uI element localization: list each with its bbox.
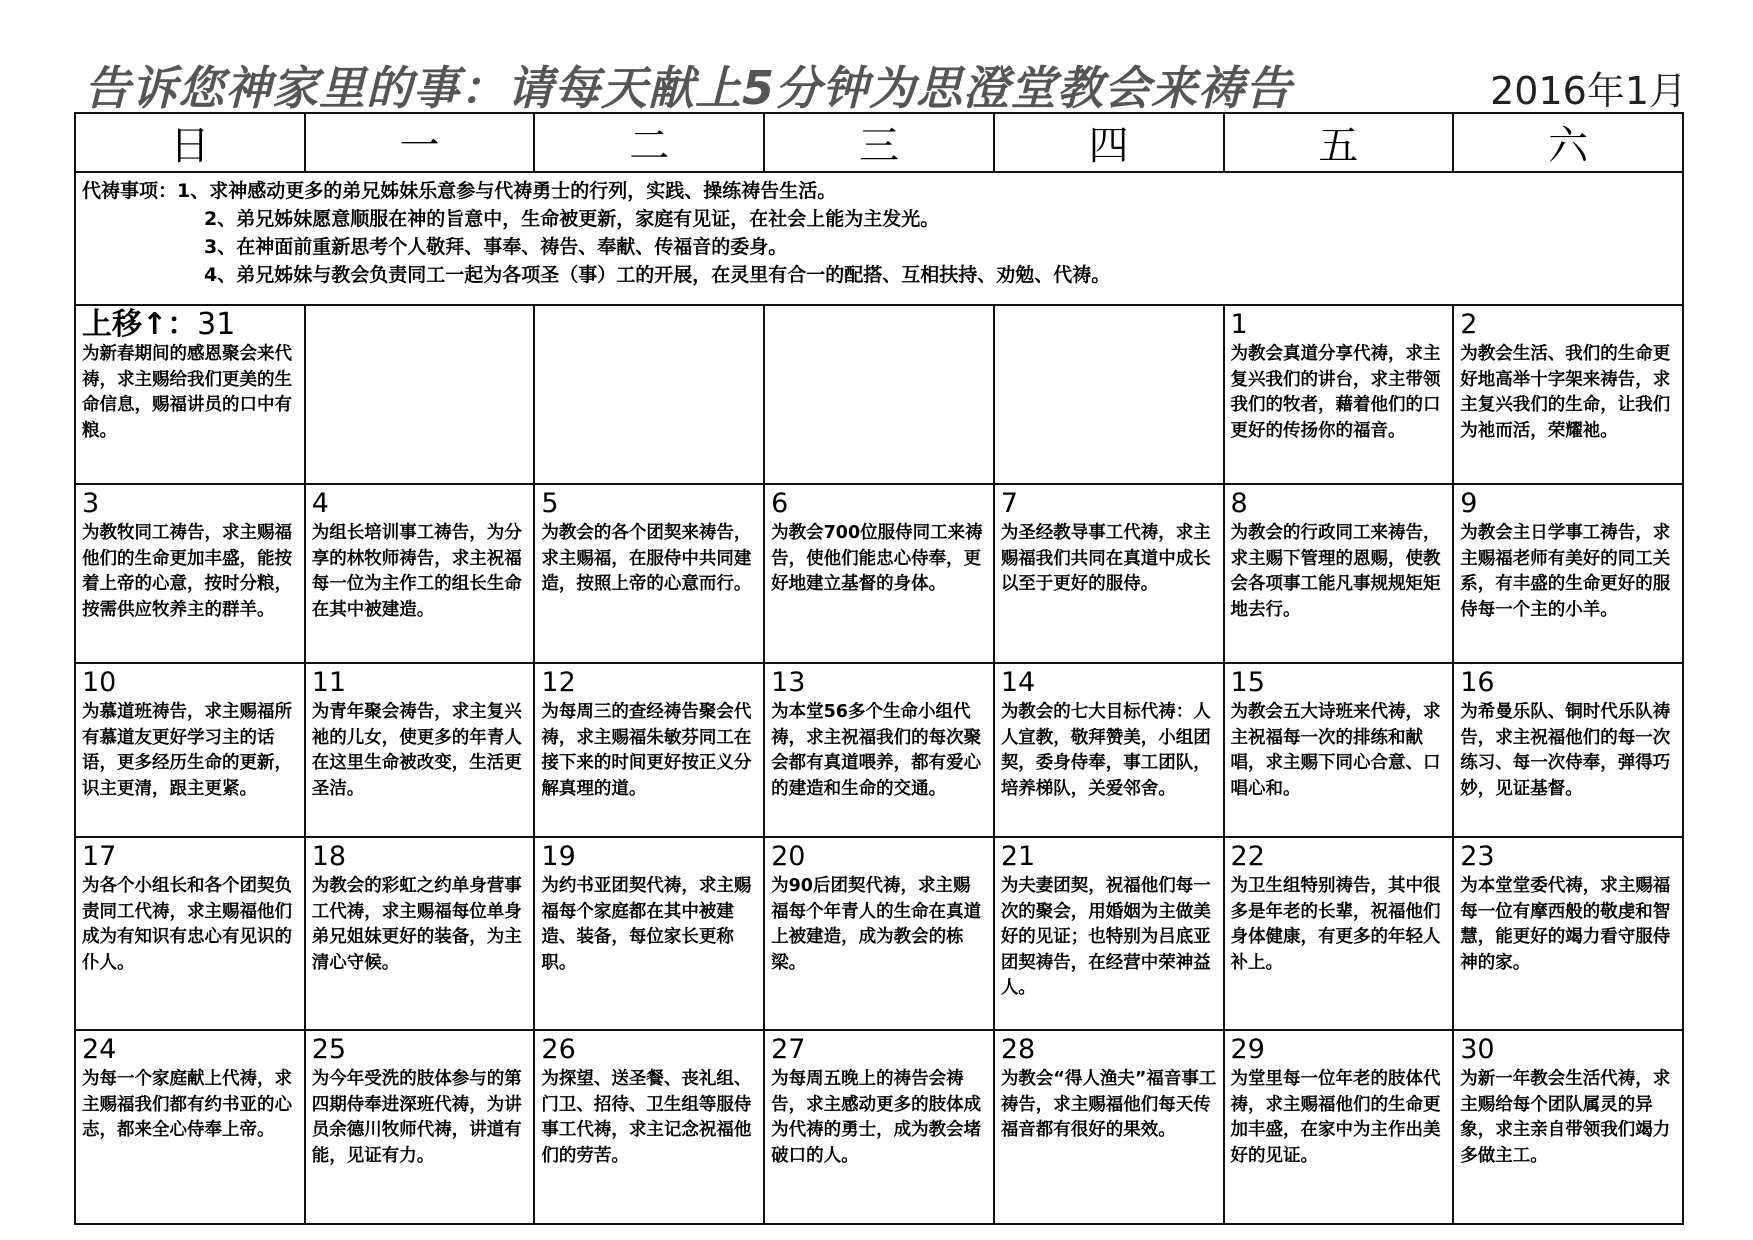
day-cell [1224,1030,1454,1224]
day-number: 9 [1460,488,1478,519]
prayer-text: 为夫妻团契，祝福他们每一次的聚会，用婚姻为主做美好的见证；也特别为吕底亚团契祷告，在经营中荣神益人。 [1000,876,1211,998]
day-cell [764,837,994,1030]
prayer-text: 为90后团契代祷，求主赐福每个年青人的生命在真道上被建造，成为教会的栋梁。 [771,876,982,973]
day-cell [305,1030,535,1224]
day-number: 23 [1460,841,1495,872]
day-cell [534,1030,764,1224]
day-number: 1 [1230,309,1248,340]
prayer-text: 为教牧同工祷告，求主赐福他们的生命更加丰盛，能按着上帝的心意，按时分粮，按需供应牧养主的群羊。 [82,523,292,620]
day-number: 18 [311,841,347,872]
weekday-tue: 二 [534,113,764,172]
day-cell [305,837,535,1030]
day-number: 12 [541,667,576,698]
day-number: 29 [1230,1034,1265,1065]
day-cell [764,663,994,837]
day-number: 22 [1230,841,1265,872]
week-row [75,305,1683,484]
prayer-text: 为教会的行政同工来祷告，求主赐下管理的恩赐，使教会各项事工能凡事规规矩矩地去行。 [1230,523,1441,620]
day-number: 10 [82,667,117,698]
day-cell [75,837,305,1030]
weekday-mon: 一 [305,113,535,172]
month-label: 2016年1月 [1490,69,1687,113]
moved-up-label: 上移↑： [82,307,198,342]
day-number: 14 [1000,667,1036,698]
prayer-text: 为每周三的查经祷告聚会代祷，求主赐福朱敏芬同工在接下来的时间更好按正义分解真理的道。 [541,702,752,799]
prayer-text: 为组长培训事工祷告，为分享的林牧师祷告，求主祝福每一位为主作工的组长生命在其中被建造。 [311,523,522,620]
week-row [75,1030,1683,1224]
day-number: 11 [311,667,347,698]
day-number: 4 [311,488,329,519]
prayer-text: 为约书亚团契代祷，求主赐福每个家庭都在其中被建造、装备，每位家长更称职。 [541,876,752,973]
page-title: 告诉您神家里的事：请每天献上5分钟为思澄堂教会来祷告 [84,61,1293,115]
prayer-text: 为教会真道分享代祷，求主复兴我们的讲台，求主带领我们的牧者，藉着他们的口更好的传扬你的福音。 [1230,344,1441,441]
day-cell [1453,305,1683,484]
day-cell [534,837,764,1030]
prayer-text: 为教会“得人渔夫”福音事工祷告，求主赐福他们每天传福音都有很好的果效。 [1000,1069,1217,1140]
prayer-text: 为新一年教会生活代祷，求主赐给每个团队属灵的异象，求主亲自带领我们竭力多做主工。 [1460,1069,1671,1166]
empty-day-cell [994,305,1224,484]
weekday-thu: 四 [994,113,1224,172]
prayer-text: 为慕道班祷告，求主赐福所有慕道友更好学习主的话语，更多经历生命的更新，识主更清，跟主更紧。 [82,702,292,799]
prayer-text: 为教会主日学事工祷告，求主赐福老师有美好的同工关系，有丰盛的生命更好的服侍每一个主的小羊。 [1460,523,1671,620]
intention-item: 1、求神感动更多的弟兄姊妹乐意参与代祷勇士的行列，实践、操练祷告生活。 [177,180,837,202]
intention-item: 4、弟兄姊妹与教会负责同工一起为各项圣（事）工的开展，在灵里有合一的配搭、互相扶持、劝勉、代祷。 [204,264,1111,286]
day-cell [994,837,1224,1030]
weekday-header-row [75,113,1683,172]
intention-line [82,177,1676,205]
prayer-text: 为本堂堂委代祷，求主赐福每一位有摩西般的敬虔和智慧，能更好的竭力看守服侍神的家。 [1460,876,1671,973]
prayer-text: 为探望、送圣餐、丧礼组、门卫、招待、卫生组等服侍事工代祷，求主记念祝福他们的劳苦。 [541,1069,752,1166]
day-number: 21 [1000,841,1036,872]
day-number: 20 [771,841,806,872]
day-number: 3 [82,488,100,519]
prayer-text: 为教会生活、我们的生命更好地高举十字架来祷告，求主复兴我们的生命，让我们为祂而活，荣耀祂。 [1460,344,1671,441]
day-number: 17 [82,841,117,872]
day-number: 16 [1460,667,1495,698]
prayer-text: 为每周五晚上的祷告会祷告，求主感动更多的肢体成为代祷的勇士，成为教会堵破口的人。 [771,1069,982,1166]
week-row [75,484,1683,663]
day-number: 19 [541,841,576,872]
prayer-intentions-row [75,172,1683,305]
empty-day-cell [764,305,994,484]
day-number: 24 [82,1034,117,1065]
day-number: 30 [1460,1034,1495,1065]
weekday-wed: 三 [764,113,994,172]
empty-day-cell [305,305,535,484]
day-cell [1453,837,1683,1030]
day-cell [1224,305,1454,484]
prayer-text: 为圣经教导事工代祷，求主赐福我们共同在真道中成长以至于更好的服侍。 [1000,523,1211,594]
day-cell [994,484,1224,663]
prayer-text: 为教会的彩虹之约单身营事工代祷，求主赐福每位单身弟兄姐妹更好的装备，为主清心守候。 [311,876,522,973]
day-cell [75,305,305,484]
prayer-text: 为教会的各个团契来祷告，求主赐福，在服侍中共同建造，按照上帝的心意而行。 [541,523,752,594]
day-cell [1224,837,1454,1030]
day-number: 7 [1000,488,1018,519]
day-number: 2 [1460,309,1478,340]
day-cell [75,663,305,837]
prayer-text: 为教会700位服侍同工来祷告，使他们能忠心侍奉，更好地建立基督的身体。 [771,523,983,594]
day-cell [764,484,994,663]
day-number: 上移↑：31 [82,307,236,342]
day-number: 5 [541,488,559,519]
calendar-table [74,112,1684,1225]
day-cell [1224,484,1454,663]
prayer-text: 为卫生组特别祷告，其中很多是年老的长辈，祝福他们身体健康，有更多的年轻人补上。 [1230,876,1441,973]
day-number: 26 [541,1034,576,1065]
day-number: 6 [771,488,789,519]
day-cell [1224,663,1454,837]
prayer-text: 为青年聚会祷告，求主复兴祂的儿女，使更多的年青人在这里生命被改变，生活更圣洁。 [311,702,522,799]
day-number: 27 [771,1034,806,1065]
day-cell [764,1030,994,1224]
day-cell [305,484,535,663]
day-cell [75,484,305,663]
weekday-sat: 六 [1453,113,1683,172]
day-cell [534,663,764,837]
day-cell [994,663,1224,837]
intention-item: 2、弟兄姊妹愿意顺服在神的旨意中，生命被更新，家庭有见证，在社会上能为主发光。 [204,208,940,230]
prayer-text: 为新春期间的感恩聚会来代祷，求主赐给我们更美的生命信息，赐福讲员的口中有粮。 [82,344,292,441]
empty-day-cell [534,305,764,484]
prayer-text: 为教会五大诗班来代祷，求主祝福每一次的排练和献唱，求主赐下同心合意、口唱心和。 [1230,702,1441,799]
prayer-text: 为希曼乐队、铜时代乐队祷告，求主祝福他们的每一次练习、每一次侍奉，弹得巧妙，见证基督。 [1460,702,1671,799]
day-number: 28 [1000,1034,1036,1065]
prayer-text: 为每一个家庭献上代祷，求主赐福我们都有约书亚的心志，都来全心侍奉上帝。 [82,1069,292,1140]
day-cell [994,1030,1224,1224]
day-cell [305,663,535,837]
day-cell [1453,484,1683,663]
week-row [75,663,1683,837]
day-number: 15 [1230,667,1265,698]
day-cell [1453,663,1683,837]
weekday-fri: 五 [1224,113,1454,172]
day-number: 13 [771,667,806,698]
prayer-text: 为堂里每一位年老的肢体代祷，求主赐福他们的生命更加丰盛，在家中为主作出美好的见证。 [1230,1069,1441,1166]
day-number: 25 [311,1034,347,1065]
prayer-text: 为教会的七大目标代祷：人人宣教，敬拜赞美，小组团契，委身侍奉，事工团队，培养梯队，关爱邻舍。 [1000,702,1211,799]
intentions-label: 代祷事项： [82,180,178,202]
day-cell [534,484,764,663]
weekday-sun: 日 [75,113,305,172]
prayer-intentions [75,172,1683,305]
day-cell [75,1030,305,1224]
prayer-text: 为各个小组长和各个团契负责同工代祷，求主赐福他们成为有知识有忠心有见识的仆人。 [82,876,292,973]
intention-item: 3、在神面前重新思考个人敬拜、事奉、祷告、奉献、传福音的委身。 [204,236,788,258]
prayer-text: 为今年受洗的肢体参与的第四期侍奉进深班代祷，为讲员余德川牧师代祷，讲道有能，见证有力。 [311,1069,522,1166]
prayer-text: 为本堂56多个生命小组代祷，求主祝福我们的每次聚会都有真道喂养，都有爱心的建造和生命的交通。 [771,702,982,799]
day-cell [1453,1030,1683,1224]
week-row [75,837,1683,1030]
day-number: 8 [1230,488,1248,519]
